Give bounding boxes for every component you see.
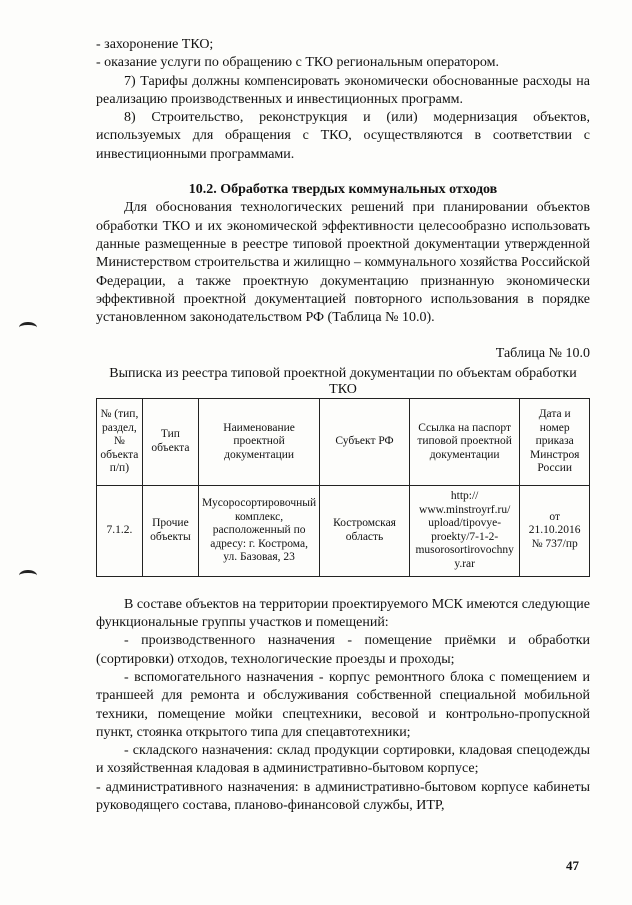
table-header-cell: № (тип, раздел, № объекта п/п): [97, 398, 143, 485]
table-cell: Прочие объекты: [142, 485, 198, 576]
list-item: - вспомогательного назначения - корпус ремонтного блока с помещением и траншеей для ремонта и обслуживания собственной специальной мобильной техники, помещение мойки спецтехники, весовой и контрольно-пропускной пункт, стоянка открытого типа для спецавтотехники;: [96, 669, 590, 740]
table-number: Таблица № 10.0: [495, 346, 590, 362]
table-cell: http:// www.minstroyrf.ru/ upload/tipovye-proekty/7-1-2-musorosortirovochny y.rar: [409, 485, 519, 576]
list-item: - производственного назначения - помещение приёмки и обработки (сортировки) отходов, технологические проезды и проходы;: [96, 633, 590, 667]
list-item: - захоронение ТКО;: [96, 37, 214, 52]
groups-intro-paragraph: В составе объектов на территории проектируемого МСК имеются следующие функциональные группы участков и помещений:: [96, 596, 590, 631]
table-caption: Выписка из реестра типовой проектной документации по объектам обработки ТКО: [109, 365, 577, 397]
punch-hole-mark: [19, 570, 37, 581]
punch-hole-mark: [19, 322, 37, 333]
table-cell: от 21.10.2016 № 737/пр: [520, 485, 590, 576]
paragraph-7: 7) Тарифы должны компенсировать экономически обоснованные расходы на реализацию производственных и инвестиционных программ.: [96, 73, 590, 107]
table-header-cell: Субъект РФ: [320, 398, 410, 485]
table-header-row: [97, 398, 590, 485]
list-item: - оказание услуги по обращению с ТКО региональным оператором.: [96, 55, 499, 71]
table-header-cell: Дата и номер приказа Минстроя России: [520, 398, 590, 485]
table-cell: 7.1.2.: [97, 485, 143, 576]
table-cell: Костромская область: [320, 485, 410, 576]
section-heading: 10.2. Обработка твердых коммунальных отходов: [188, 182, 498, 198]
paragraph-8: 8) Строительство, реконструкция и (или) модернизация объектов, используемых для обращения с ТКО, осуществляются в соответствии с инвестиционными программами.: [96, 110, 590, 162]
table-header-cell: Тип объекта: [142, 398, 198, 485]
intro-paragraph: Для обоснования технологических решений при планировании объектов обработки ТКО и их экономической эффективности целесообразно использовать данные размещенные в реестре типовой проектной документации утвержденной Министерством строительства и жилищно – коммунального хозяйства Российской Федерации, а также проектную документацию признанную экономически эффективной проектной документацией повторного использования в порядке установленном законодательством РФ (Таблица № 10.0).: [96, 200, 591, 326]
table-cell: Мусоросортировочный комплекс, расположенный по адресу: г. Кострома, ул. Базовая, 23: [199, 485, 320, 576]
registry-table: [96, 398, 590, 577]
table-header-cell: Наименование проектной документации: [199, 398, 320, 485]
list-item: - административного назначения: в административно-бытовом корпусе кабинеты руководящего состава, планово-финансовой службы, ИТР,: [96, 779, 590, 814]
page-number: 47: [566, 858, 579, 873]
table-header-cell: Ссылка на паспорт типовой проектной документации: [409, 398, 519, 485]
document-page: [96, 36, 590, 815]
list-item: - складского назначения: склад продукции сортировки, кладовая спецодежды и хозяйственная кладовая в административно-бытовом корпусе;: [96, 743, 590, 777]
table-row: [97, 485, 590, 576]
